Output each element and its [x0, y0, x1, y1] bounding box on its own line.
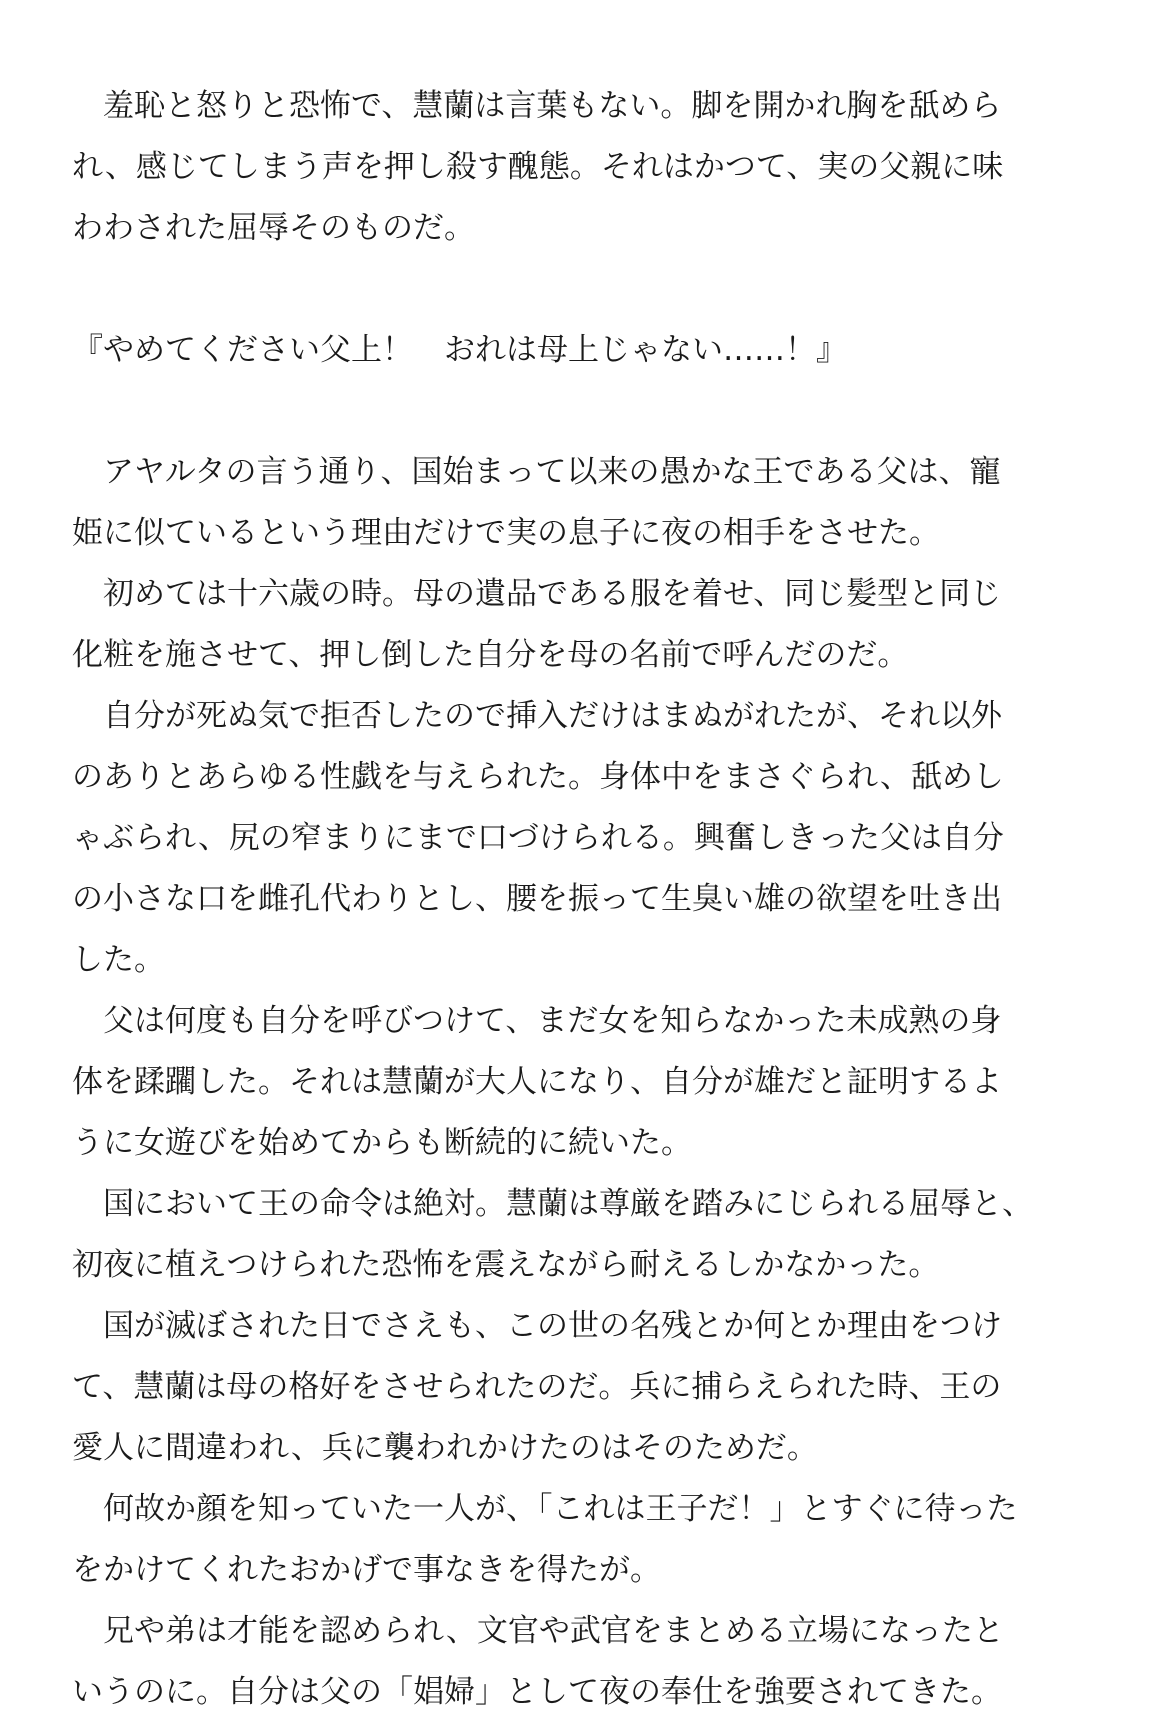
text-line: 化粧を施させて、押し倒した自分を母の名前で呼んだのだ。 [72, 637, 909, 673]
text-line: 国において王の命令は絶対。慧蘭は尊厳を踏みにじられる屈辱と、 [72, 1186, 1033, 1222]
text-line: 兄や弟は才能を認められ、文官や武官をまとめる立場になったと [72, 1613, 1004, 1649]
text-line: 父は何度も自分を呼びつけて、まだ女を知らなかった未成熟の身 [72, 1003, 1002, 1039]
body-text [72, 76, 1102, 1723]
text-line: 初めては十六歳の時。母の遺品である服を着せ、同じ髪型と同じ [72, 576, 1002, 612]
blank-line [72, 381, 1102, 442]
text-line: をかけてくれたおかげで事なきを得たが。 [72, 1552, 661, 1588]
text-line: て、慧蘭は母の格好をさせられたのだ。兵に捕らえられた時、王の [72, 1369, 1002, 1405]
text-line: わわされた屈辱そのものだ。 [72, 210, 475, 246]
text-line: 初夜に植えつけられた恐怖を震えながら耐えるしかなかった。 [72, 1247, 940, 1283]
text-line: 何故か顔を知っていた一人が、「これは王子だ！」とすぐに待った [72, 1491, 1018, 1527]
dialogue-line: 『やめてください父上！ おれは母上じゃない……！』 [72, 332, 847, 368]
text-line: アヤルタの言う通り、国始まって以来の愚かな王である父は、寵 [72, 454, 1001, 490]
text-line: 姫に似ているという理由だけで実の息子に夜の相手をさせた。 [72, 515, 940, 551]
text-line: した。 [72, 942, 165, 978]
text-line: れ、感じてしまう声を押し殺す醜態。それはかつて、実の父親に味 [72, 149, 1004, 185]
text-line: のありとあらゆる性戯を与えられた。身体中をまさぐられ、舐めし [72, 759, 1004, 795]
text-line: うに女遊びを始めてからも断続的に続いた。 [72, 1125, 692, 1161]
text-line: 国が滅ぼされた日でさえも、この世の名残とか何とか理由をつけ [72, 1308, 1002, 1344]
text-line: いうのに。自分は父の「娼婦」として夜の奉仕を強要されてきた。 [72, 1674, 1002, 1710]
text-line: 自分が死ぬ気で拒否したので挿入だけはまぬがれたが、それ以外 [72, 698, 1002, 734]
blank-line [72, 259, 1102, 320]
text-line: ゃぶられ、尻の窄まりにまで口づけられる。興奮しきった父は自分 [72, 820, 1004, 856]
text-line: の小さな口を雌孔代わりとし、腰を振って生臭い雄の欲望を吐き出 [72, 881, 1002, 917]
text-line: 愛人に間違われ、兵に襲われかけたのはそのためだ。 [72, 1430, 818, 1466]
text-line: 羞恥と怒りと恐怖で、慧蘭は言葉もない。脚を開かれ胸を舐めら [72, 88, 1002, 124]
text-line: 体を蹂躙した。それは慧蘭が大人になり、自分が雄だと証明するよ [72, 1064, 1002, 1100]
